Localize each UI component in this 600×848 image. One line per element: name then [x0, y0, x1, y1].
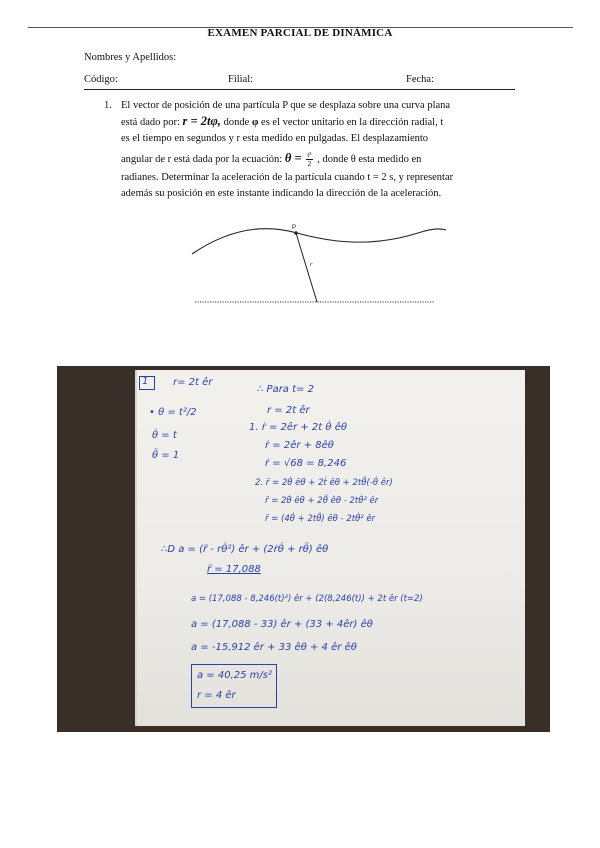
unit-vector-symbol: φ	[251, 116, 259, 128]
question-line-2: está dado por: r = 2tφ, donde φ es el vector unitario en la dirección radial, t	[121, 113, 444, 128]
question-line-5: radianes. Determinar la aceleración de la partícula cuando t = 2 s, y representar	[121, 172, 454, 184]
hw-rddot-1: 2. r̈ = 2θ̇ êθ + 2ṫ êθ + 2tθ̈(-θ̇ êr)	[255, 478, 393, 488]
point-p-label: P	[292, 225, 297, 231]
question-line-3: es el tiempo en segundos y r esta medido en pulgadas. El desplazamiento	[121, 132, 429, 144]
page-title: EXAMEN PARCIAL DE DINÁMICA	[207, 27, 393, 39]
hw-accel-step: a = (17,088 - 33) êr + (33 + 4êr) êθ	[191, 619, 373, 630]
curve-figure	[190, 216, 450, 308]
code-label: Código:	[84, 74, 118, 85]
hw-num: 1	[142, 376, 149, 387]
plane-curve	[192, 229, 446, 254]
radius-line	[296, 233, 317, 302]
question-line-1: El vector de posición de una partícula P que se desplaza sobre una curva plana	[121, 100, 451, 111]
names-label: Nombres y Apellidos:	[84, 52, 177, 63]
hw-for-t2: ∴ Para t= 2	[257, 384, 314, 395]
hw-accel-subst: a = (17,088 - 8,246(t)²) êr + (2(8,246(t)) + 2t êr (t=2)	[191, 594, 423, 604]
hw-rddot-value: r̈ = 17,088	[207, 564, 261, 575]
question-text	[121, 98, 516, 202]
hw-r: r = 2t êr	[267, 405, 310, 416]
hw-answer-position: r = 4 êr	[197, 690, 236, 701]
filial-label: Filial:	[228, 74, 254, 85]
header-rule	[84, 89, 515, 90]
hw-theta-ddot: θ̈ = 1	[152, 450, 180, 461]
hw-accel-formula: ∴D a = (r̈ - rθ̇²) êr + (2ṙθ̇ + rθ̈) êθ	[161, 544, 329, 555]
radius-label: r	[310, 262, 313, 268]
hw-answer-accel: a = 40,25 m/s²	[197, 670, 272, 681]
hw-accel-result: a = -15,912 êr + 33 êθ + 4 êr êθ	[191, 642, 357, 653]
hw-rddot-2: r̈ = 2θ̇ êθ + 2θ̈ êθ - 2tθ̇² êr	[265, 496, 379, 506]
theta-fraction: $\frac{\text{t²}}{2}$	[307, 150, 312, 169]
theta-formula: θ =	[284, 151, 302, 166]
handwritten-photo	[57, 366, 550, 732]
hw-theta-dot: θ̇ = t	[152, 430, 177, 441]
point-p-marker	[294, 231, 298, 235]
hw-theta: • θ = t²/2	[149, 407, 197, 418]
notebook-paper	[135, 370, 525, 726]
question-line-4: angular de r está dada por la ecuación: θ = $\frac{\text{t²}}{2}$ , donde θ esta medido en	[121, 150, 422, 169]
question-line-6: además su posición en este instante indicando la dirección de la aceleración.	[121, 188, 442, 200]
date-label: Fecha:	[406, 74, 434, 85]
hw-rdot-3: ṙ = √68 = 8,246	[265, 458, 347, 469]
hw-rdot-1: 1. ṙ = 2êr + 2t θ̇ êθ	[249, 422, 347, 433]
hw-rddot-3: r̈ = (4θ̇ + 2tθ̈) êθ - 2tθ̇² êr	[265, 514, 376, 524]
position-formula: r = 2tφ,	[182, 113, 221, 128]
hw-position: r= 2t êr	[173, 377, 213, 388]
question-number: 1.	[104, 100, 112, 111]
hw-rdot-2: ṙ = 2êr + 8êθ	[265, 440, 334, 451]
